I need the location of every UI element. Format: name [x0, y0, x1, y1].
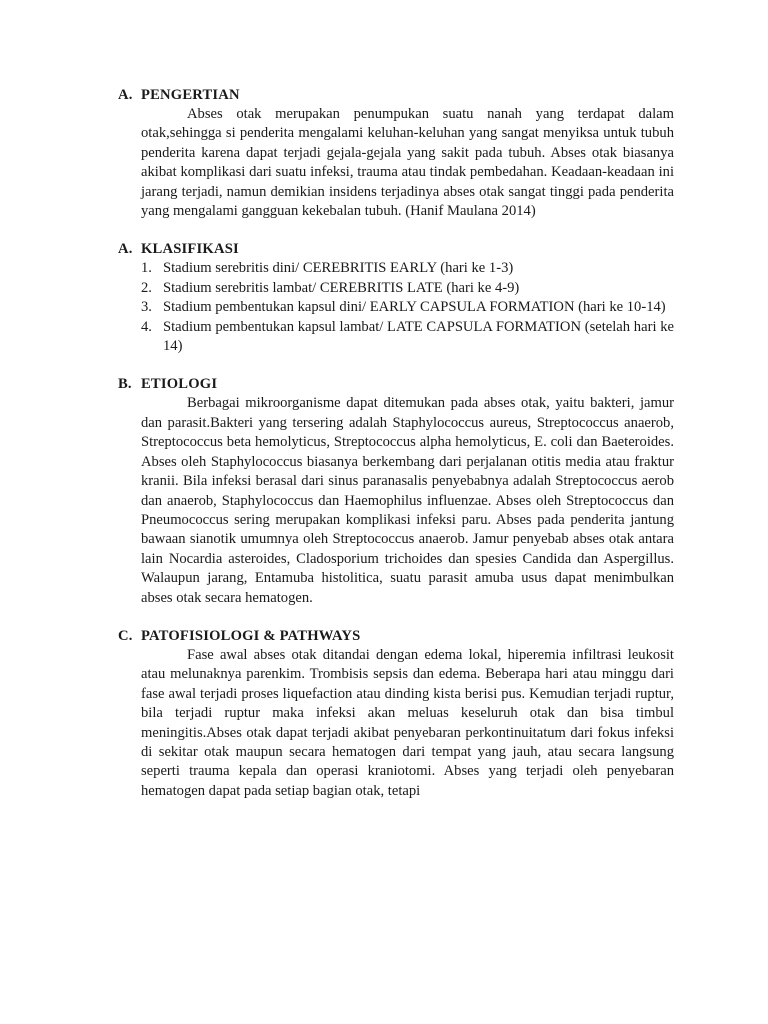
section-heading — [118, 627, 674, 646]
section-title: PENGERTIAN — [141, 87, 240, 103]
section-patofisiologi — [118, 627, 674, 801]
section-title: PATOFISIOLOGI & PATHWAYS — [141, 627, 361, 644]
section-letter: A. — [118, 241, 133, 258]
section-heading — [118, 240, 674, 259]
classification-list — [141, 259, 674, 356]
list-item-number: 4. — [141, 318, 152, 335]
section-heading — [118, 86, 674, 105]
section-letter: A. — [118, 87, 133, 103]
list-item — [141, 259, 674, 278]
section-pengertian — [118, 86, 674, 221]
section-title: ETIOLOGI — [141, 376, 218, 393]
section-heading — [118, 375, 674, 394]
section-letter: C. — [118, 627, 133, 644]
section-paragraph: Berbagai mikroorganisme dapat ditemukan pada abses otak, yaitu bakteri, jamur dan parasit.Bakteri yang tersering adalah Staphylococcus aureus, Streptococcus anaerob, Streptococcus beta hemolyticus, Streptococcus alpha hemolyticus, E. coli dan Baeteroides. Abses oleh Staphylococcus biasanya berkembang dari perjalanan otitis media atau fraktur kranii. Bila infeksi berasal dari sinus paranasalis penyebabnya adalah Streptococcus aerob dan anaerob, Staphylococcus dan Haemophilus influenzae. Abses oleh Streptococcus dan Pneumococcus sering merupakan komplikasi infeksi paru. Abses pada penderita jantung bawaan sianotik umumnya oleh Streptococcus anaerob. Jamur penyebab abses otak antara lain Nocardia asteroides, Cladosporium trichoides dan spesies Candida dan Aspergillus. Walaupun jarang, Entamuba histolitica, suatu parasit amuba usus dapat menimbulkan abses otak secara hematogen. — [141, 395, 674, 606]
list-item-text: Stadium pembentukan kapsul dini/ EARLY CAPSULA FORMATION (hari ke 10-14) — [163, 299, 666, 316]
section-title: KLASIFIKASI — [141, 241, 239, 258]
section-etiologi — [118, 375, 674, 607]
section-klasifikasi — [118, 240, 674, 356]
list-item — [141, 298, 674, 317]
section-letter: B. — [118, 376, 132, 393]
section-paragraph: Abses otak merupakan penumpukan suatu nanah yang terdapat dalam otak,sehingga si penderita mengalami keluhan-keluhan yang sangat menyiksa untuk tubuh penderita karena dapat terjadi gejala-gejala yang sakit pada tubuh. Abses otak biasanya akibat komplikasi dari suatu infeksi, trauma atau tindak pembedahan. Keadaan-keadaan ini jarang terjadi, namun demikian insidens terjadinya abses otak sangat tinggi pada penderita yang mengalami gangguan kekebalan tubuh. (Hanif Maulana 2014) — [141, 106, 674, 220]
list-item — [141, 279, 674, 298]
list-item — [141, 318, 674, 357]
list-item-number: 2. — [141, 279, 152, 296]
list-item-number: 1. — [141, 260, 152, 277]
list-item-text: Stadium pembentukan kapsul lambat/ LATE CAPSULA FORMATION (setelah hari ke 14) — [163, 318, 674, 355]
section-paragraph: Fase awal abses otak ditandai dengan edema lokal, hiperemia infiltrasi leukosit atau melunaknya parenkim. Trombisis sepsis dan edema. Beberapa hari atau minggu dari fase awal terjadi proses liquefaction atau dinding kista berisi pus. Kemudian terjadi ruptur, bila terjadi ruptur maka infeksi akan meluas keseluruh otak dan bisa timbul meningitis.Abses otak dapat terjadi akibat penyebaran perkontinuitatum dari fokus infeksi di sekitar otak maupun secara hematogen dari tempat yang jauh, atau secara langsung seperti trauma kepala dan operasi kraniotomi. Abses yang terjadi oleh penyebaran hematogen dapat pada setiap bagian otak, tetapi — [141, 646, 674, 799]
list-item-text: Stadium serebritis dini/ CEREBRITIS EARLY (hari ke 1-3) — [163, 260, 514, 277]
list-item-text: Stadium serebritis lambat/ CEREBRITIS LATE (hari ke 4-9) — [163, 279, 520, 296]
list-item-number: 3. — [141, 299, 152, 316]
